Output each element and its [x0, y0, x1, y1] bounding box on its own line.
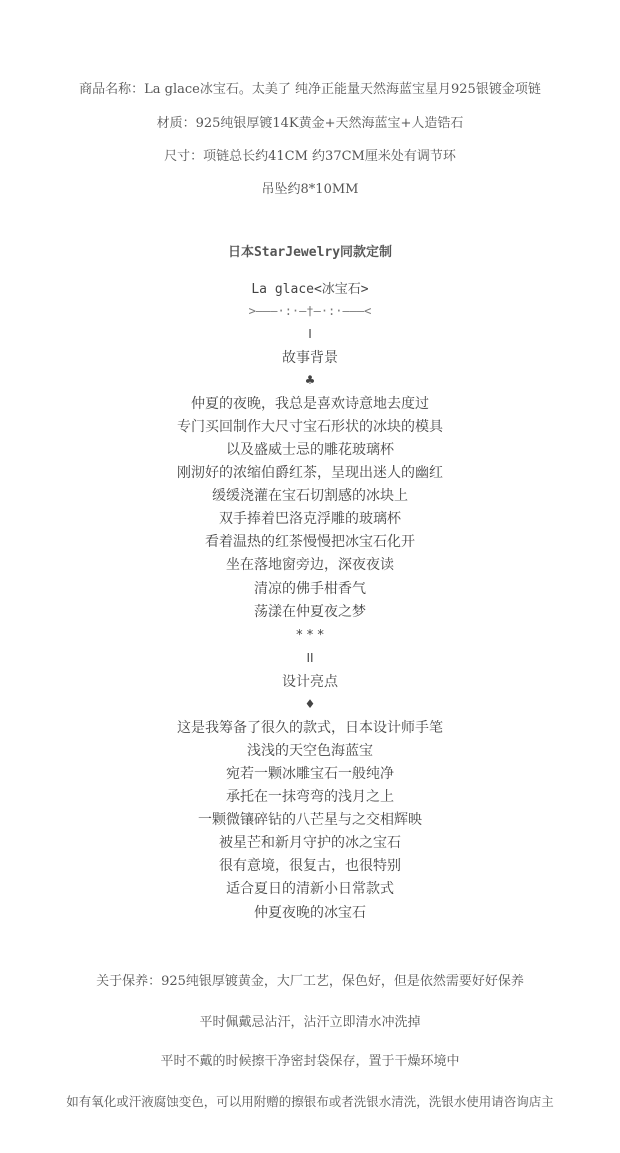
design-origin: 日本StarJewelry同款定制 [227, 245, 393, 260]
highlight-line: 承托在一抹弯弯的浅月之上 [226, 789, 394, 805]
care-line: 平时不戴的时候擦干净密封袋保存，置于干燥环境中 [160, 1054, 460, 1069]
story-line: 刚沏好的浓缩伯爵红茶，呈现出迷人的幽红 [177, 465, 443, 481]
material-line: 材质：925纯银厚镀14K黄金+天然海蓝宝+人造锆石 [156, 116, 464, 131]
highlights-heading: 设计亮点 [282, 674, 338, 690]
care-line: 如有氧化或汗液腐蚀变色，可以用附赠的擦银布或者洗银水清洗，洗银水使用请咨询店主 [66, 1094, 554, 1109]
story-numeral: I [308, 327, 312, 341]
story-line: 缓缓浇灌在宝石切割感的冰块上 [212, 488, 408, 504]
highlight-line: 被星芒和新月守护的冰之宝石 [219, 835, 401, 851]
care-line: 关于保养：925纯银厚镀黄金，大厂工艺，保色好，但是依然需要好好保养 [96, 974, 524, 989]
section-separator: * * * [296, 628, 324, 643]
story-line: 清凉的佛手柑香气 [254, 581, 366, 597]
highlight-line: 仲夏夜晚的冰宝石 [254, 905, 366, 921]
size-line: 尺寸：项链总长约41CM 约37CM厘米处有调节环 [164, 149, 456, 164]
highlight-line: 浅浅的天空色海蓝宝 [247, 743, 373, 759]
story-line: 荡漾在仲夏夜之梦 [254, 604, 366, 620]
product-name-line: 商品名称：La glace冰宝石。太美了 纯净正能量天然海蓝宝星月925银镀金项链 [79, 82, 541, 97]
story-line: 坐在落地窗旁边，深夜夜读 [226, 557, 394, 573]
story-line: 专门买回制作大尺寸宝石形状的冰块的模具 [177, 419, 443, 435]
story-line: 以及盛威士忌的雕花玻璃杯 [226, 442, 394, 458]
highlight-line: 很有意境，很复古，也很特别 [219, 858, 401, 874]
story-line: 仲夏的夜晚，我总是喜欢诗意地去度过 [191, 396, 429, 412]
club-icon: ♣ [304, 373, 316, 387]
story-heading: 故事背景 [282, 350, 338, 366]
design-title: La glace<冰宝石> [251, 282, 369, 297]
highlight-line: 适合夏日的清新小日常款式 [226, 881, 394, 897]
highlight-line: 一颗微镶碎钻的八芒星与之交相辉映 [198, 812, 422, 828]
story-line: 看着温热的红茶慢慢把冰宝石化开 [205, 534, 415, 550]
highlights-numeral: II [306, 651, 314, 665]
diamond-icon: ♦ [304, 697, 316, 711]
highlight-line: 宛若一颗冰雕宝石一般纯净 [226, 766, 394, 782]
care-line: 平时佩戴忌沾汗，沾汗立即清水冲洗掉 [199, 1015, 421, 1030]
highlight-line: 这是我筹备了很久的款式，日本设计师手笔 [177, 720, 443, 736]
ornament-divider: >———·:·—†—·:·———< [248, 304, 372, 318]
story-line: 双手捧着巴洛克浮雕的玻璃杯 [219, 511, 401, 527]
pendant-size-line: 吊坠约8*10MM [261, 182, 359, 197]
